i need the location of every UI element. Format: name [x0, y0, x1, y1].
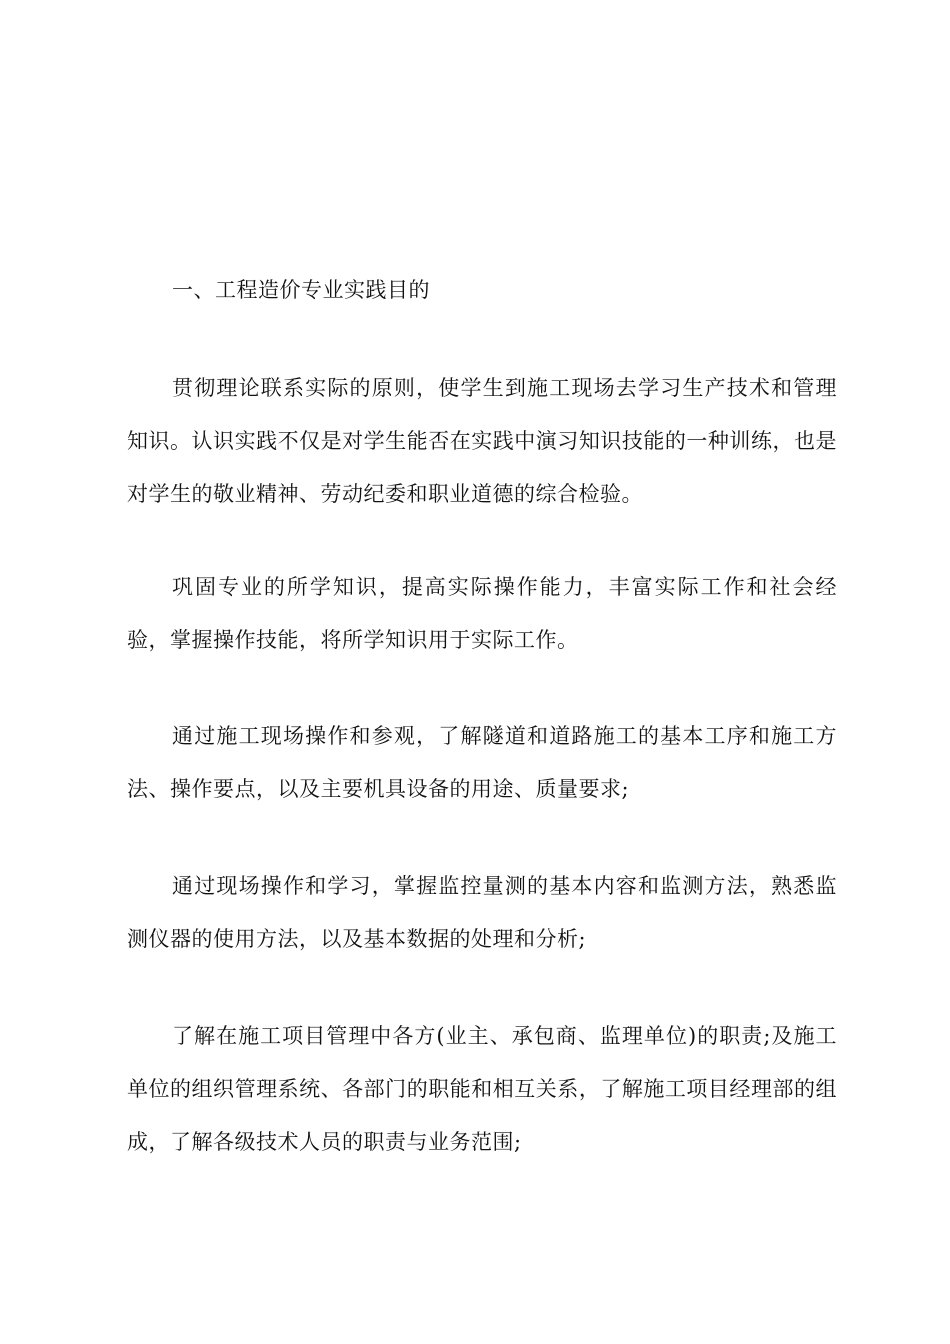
paragraph-2: 巩固专业的所学知识，提高实际操作能力，丰富实际工作和社会经验，掌握操作技能，将所学知识用于实际工作。: [127, 575, 837, 652]
paragraph-4: 通过现场操作和学习，掌握监控量测的基本内容和监测方法，熟悉监测仪器的使用方法，以及基本数据的处理和分析;: [127, 874, 837, 951]
paragraph-3: 通过施工现场操作和参观，了解隧道和道路施工的基本工序和施工方法、操作要点，以及主要机具设备的用途、质量要求;: [127, 724, 837, 801]
paragraph-1: 贯彻理论联系实际的原则，使学生到施工现场去学习生产技术和管理知识。认识实践不仅是对学生能否在实践中演习知识技能的一种训练，也是对学生的敬业精神、劳动纪委和职业道德的综合检验。: [127, 376, 837, 506]
paragraph-5: 了解在施工项目管理中各方(业主、承包商、监理单位)的职责;及施工单位的组织管理系统、各部门的职能和相互关系，了解施工项目经理部的组成，了解各级技术人员的职责与业务范围;: [127, 1024, 837, 1154]
section-heading: 一、工程造价专业实践目的: [172, 278, 430, 302]
